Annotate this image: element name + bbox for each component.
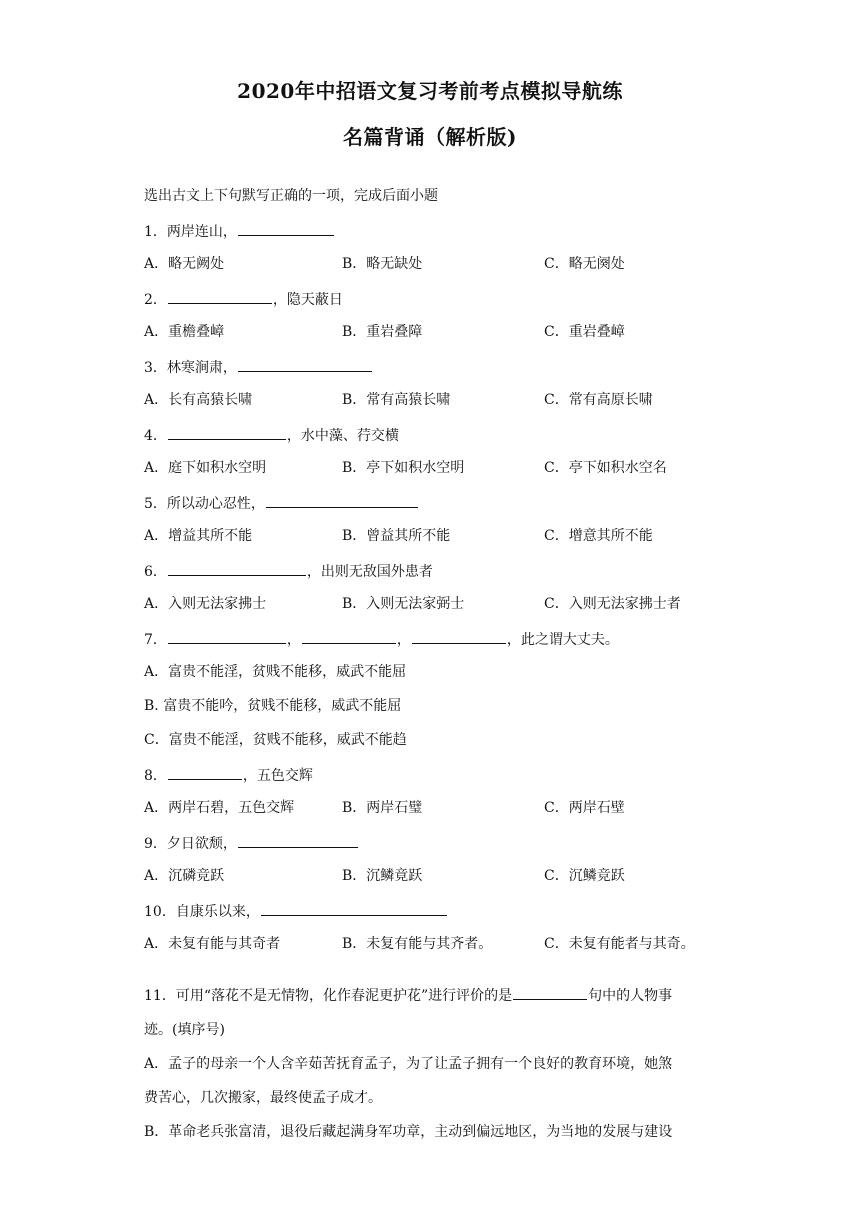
question-6: [144, 559, 719, 593]
question-text: ，出则无敌国外患者: [306, 564, 433, 580]
option-c[interactable]: C．富贵不能淫，贫贱不能移，威武不能趋: [144, 732, 407, 748]
document-title: 2020年中招语文复习考前考点模拟导航练: [237, 79, 623, 103]
answer-blank: [302, 627, 396, 644]
option-b[interactable]: B．重岩叠障: [342, 324, 423, 340]
option-a[interactable]: A．入则无法家拂士: [144, 596, 267, 612]
answer-blank: [168, 763, 242, 780]
question-9: [144, 831, 719, 865]
option-a[interactable]: A．略无阙处: [144, 256, 225, 272]
question-number: 3．: [144, 360, 167, 376]
question-number: 10．: [144, 904, 176, 920]
option-c[interactable]: C．重岩叠嶂: [544, 324, 625, 340]
question-text: 句中的人物事: [588, 988, 673, 1004]
answer-blank: [168, 627, 286, 644]
option-b[interactable]: B. 富贵不能吟，贫贱不能移，威武不能屈: [144, 698, 402, 714]
option-b[interactable]: B．革命老兵张富清，退役后藏起满身军功章，主动到偏远地区，为当地的发展与建设: [144, 1124, 673, 1140]
options-5: [144, 525, 719, 559]
question-text: ，隐天蔽日: [272, 292, 343, 308]
question-7: [144, 627, 719, 661]
options-8: [144, 797, 719, 831]
option-c[interactable]: C．沉鳞竞跃: [544, 868, 625, 884]
question-number: 1．: [144, 224, 167, 240]
option-c[interactable]: C．亭下如积水空名: [544, 460, 667, 476]
options-10: [144, 933, 719, 967]
option-b[interactable]: B．沉鳞竟跃: [342, 868, 423, 884]
option-b[interactable]: B．亭下如积水空明: [342, 460, 465, 476]
answer-blank: [238, 355, 372, 372]
answer-blank: [168, 423, 286, 440]
option-c[interactable]: C．未复有能者与其奇。: [544, 936, 695, 952]
question-1: [144, 219, 719, 253]
question-10: [144, 899, 719, 933]
question-text: ，五色交辉: [242, 768, 313, 784]
option-c[interactable]: C．入则无法家拂士者: [544, 596, 681, 612]
answer-blank: [168, 287, 272, 304]
question-number: 8．: [144, 768, 167, 784]
question-3: [144, 355, 719, 389]
instruction-text: 选出古文上下句默写正确的一项，完成后面小题: [144, 188, 438, 204]
question-text: 自康乐以来，: [175, 904, 260, 920]
question-4: [144, 423, 719, 457]
question-text: 11．可用“落花不是无情物，化作春泥更护花”进行评价的是: [144, 988, 513, 1004]
options-9: [144, 865, 719, 899]
question-8: [144, 763, 719, 797]
question-content: [144, 185, 719, 1149]
options-1: [144, 253, 719, 287]
option-a[interactable]: A．未复有能与其奇者: [144, 936, 281, 952]
question-text: ，水中藻、荇交横: [286, 428, 399, 444]
option-a[interactable]: A．富贵不能淫，贫贱不能移，威武不能屈: [144, 664, 407, 680]
option-a[interactable]: A．长有高猿长啸: [144, 392, 253, 408]
option-b[interactable]: B．两岸石璧: [342, 800, 423, 816]
question-text: ，: [286, 632, 301, 648]
option-b[interactable]: B．常有高猿长啸: [342, 392, 451, 408]
option-c[interactable]: C．增意其所不能: [544, 528, 653, 544]
options-3: [144, 389, 719, 423]
option-b[interactable]: B．入则无法家弼士: [342, 596, 465, 612]
answer-blank: [412, 627, 506, 644]
option-b[interactable]: B．曾益其所不能: [342, 528, 451, 544]
answer-blank: [261, 899, 447, 916]
question-number: 4．: [144, 428, 167, 444]
options-2: [144, 321, 719, 355]
question-number: 9．: [144, 836, 167, 852]
answer-blank: [238, 831, 358, 848]
question-11: [144, 979, 719, 1149]
answer-blank: [513, 983, 587, 1000]
question-text: 所以动心忍性，: [166, 496, 265, 512]
section-gap: [144, 967, 719, 979]
option-a[interactable]: A．孟子的母亲一个人含辛茹苦抚育孟子，为了让孟子拥有一个良好的教育环境，她煞: [144, 1056, 673, 1072]
question-text: ，此之谓大丈夫。: [506, 632, 619, 648]
question-text: 两岸连山，: [166, 224, 237, 240]
question-number: 5．: [144, 496, 167, 512]
option-a[interactable]: A．增益其所不能: [144, 528, 253, 544]
option-c[interactable]: C．常有高原长啸: [544, 392, 653, 408]
options-4: [144, 457, 719, 491]
option-a[interactable]: A．两岸石碧，五色交辉: [144, 800, 295, 816]
answer-blank: [238, 219, 334, 236]
option-c[interactable]: C．两岸石壁: [544, 800, 625, 816]
question-number: 7．: [144, 632, 167, 648]
option-a[interactable]: A．庭下如积水空明: [144, 460, 267, 476]
option-b[interactable]: B．略无缺处: [342, 256, 423, 272]
option-a[interactable]: A．重檐叠嶂: [144, 324, 225, 340]
option-c[interactable]: C．略无阕处: [544, 256, 625, 272]
question-text: ，: [396, 632, 411, 648]
question-text: 迹。(填序号): [144, 1022, 225, 1038]
question-number: 2．: [144, 292, 167, 308]
question-text: 夕日欲颓，: [166, 836, 237, 852]
question-2: [144, 287, 719, 321]
answer-blank: [266, 491, 418, 508]
option-a-continued: 费苦心，几次搬家，最终使孟子成才。: [144, 1090, 382, 1106]
answer-blank: [168, 559, 306, 576]
question-5: [144, 491, 719, 525]
document-subtitle: 名篇背诵（解析版): [343, 125, 517, 149]
question-number: 6．: [144, 564, 167, 580]
option-b[interactable]: B．未复有能与其齐者。: [342, 936, 493, 952]
question-text: 林寒涧肃，: [166, 360, 237, 376]
option-a[interactable]: A．沉磷竞跃: [144, 868, 225, 884]
options-6: [144, 593, 719, 627]
